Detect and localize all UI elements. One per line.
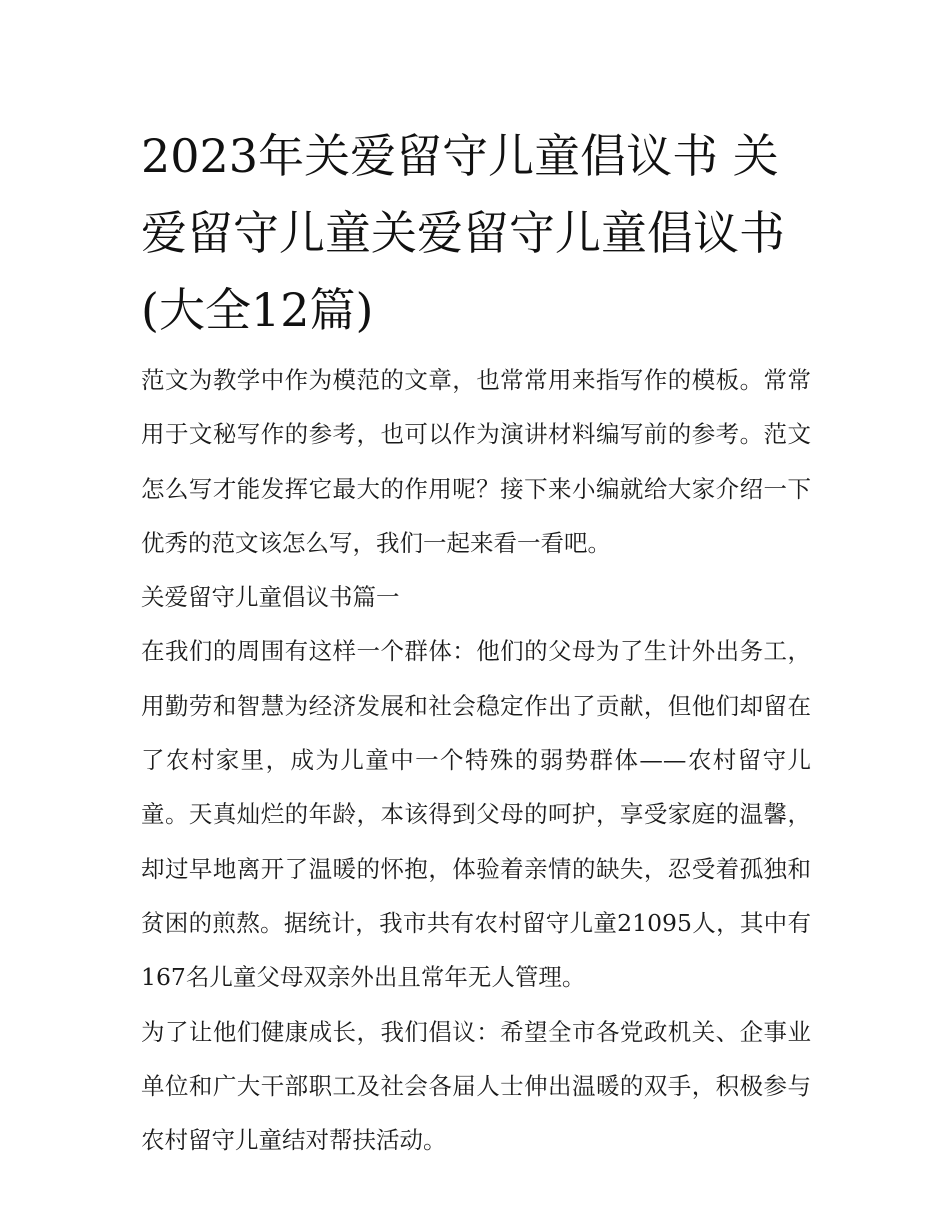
section-heading: 关爱留守儿童倡议书篇一 <box>141 583 400 612</box>
intro-paragraph: 范文为教学中作为模范的文章，也常常用来指写作的模板。常常用于文秘写作的参考，也可以作为演讲材料编写前的参考。范文怎么写才能发挥它最大的作用呢？接下来小编就给大家介绍一下优秀的范文该怎么写，我们一起来看一看吧。 <box>141 366 811 557</box>
document-content <box>141 118 811 1167</box>
body-paragraph-1: 在我们的周围有这样一个群体：他们的父母为了生计外出务工，用勤劳和智慧为经济发展和社会稳定作出了贡献，但他们却留在了农村家里，成为儿童中一个特殊的弱势群体——农村留守儿童。天真灿烂的年龄，本该得到父母的呵护，享受家庭的温馨，却过早地离开了温暖的怀抱，体验着亲情的缺失，忍受着孤独和贫困的煎熬。据统计，我市共有农村留守儿童21095人，其中有167名儿童父母双亲外出且常年无人管理。 <box>141 637 811 992</box>
document-body <box>141 353 811 1167</box>
body-paragraph-2: 为了让他们健康成长，我们倡议：希望全市各党政机关、企事业单位和广大干部职工及社会各届人士伸出温暖的双手，积极参与农村留守儿童结对帮扶活动。 <box>141 1017 811 1155</box>
document-title: 2023年关爱留守儿童倡议书 关爱留守儿童关爱留守儿童倡议书(大全12篇) <box>141 129 785 337</box>
